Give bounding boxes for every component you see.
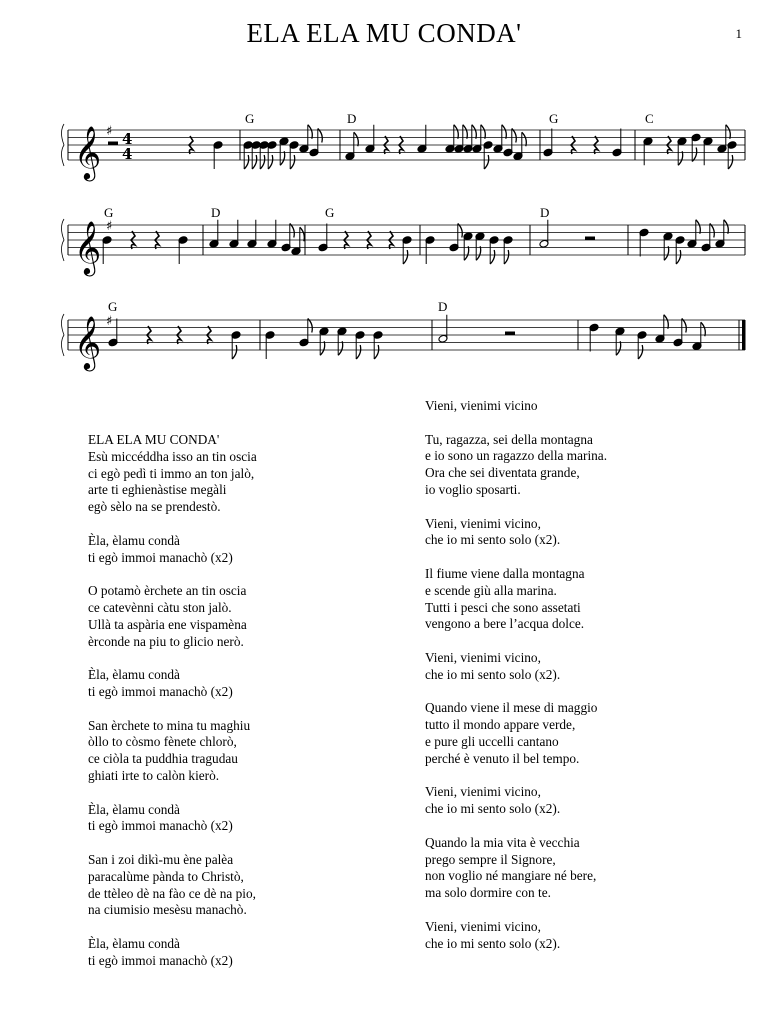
eighth-flag: [458, 224, 463, 238]
italian-stanza: [425, 516, 607, 550]
eighth-flag: [308, 125, 313, 139]
eighth-flag: [678, 151, 683, 165]
eighth-flag: [664, 246, 669, 260]
greek-lyric-line: ce ciòla ta puddhia tragudau: [88, 751, 238, 767]
italian-lyric-line: Quando la mia vita è vecchia: [425, 834, 580, 850]
italian-lyric-line: e io sono un ragazzo della marina.: [425, 448, 608, 464]
italian-stanza: [425, 919, 607, 953]
eighth-flag: [464, 246, 469, 260]
eighth-flag: [728, 155, 733, 169]
eighth-flag: [692, 148, 697, 162]
greek-lyric-line: òllo to còsmo fènete chlorò,: [88, 734, 237, 750]
italian-lyric-line: e scende giù alla marina.: [425, 582, 557, 598]
eighth-flag: [320, 341, 325, 355]
greek-stanza: [88, 449, 257, 516]
eighth-flag: [504, 250, 509, 264]
eighth-flag: [260, 155, 265, 169]
greek-stanza: [88, 667, 257, 701]
italian-lyric-line: Vieni, vienimi vicino,: [425, 515, 541, 531]
eighth-flag: [484, 155, 489, 169]
eighth-flag: [403, 250, 408, 264]
eighth-flag: [354, 132, 359, 146]
greek-lyric-line: Èla, èlamu condà: [88, 935, 180, 951]
greek-lyric-line: ti egò immoi manachò (x2): [88, 549, 233, 565]
greek-lyric-line: Èla, èlamu condà: [88, 801, 180, 817]
greek-lyric-line: paracalùme pànda to Christò,: [88, 868, 244, 884]
eighth-flag: [463, 125, 468, 139]
half-rest: [585, 237, 595, 241]
greek-stanzas: [88, 449, 257, 970]
eighth-flag: [724, 220, 729, 234]
chord-symbol: G: [245, 111, 255, 126]
eighth-flag: [701, 322, 706, 336]
chord-symbol: D: [211, 205, 221, 220]
italian-lyric-line: vengono a bere l’acqua dolce.: [425, 616, 585, 632]
eighth-flag: [616, 341, 621, 355]
eighth-flag: [522, 132, 527, 146]
greek-lyric-line: ti egò immoi manachò (x2): [88, 952, 233, 968]
greek-lyric-line: Esù miccéddha isso an tin oscia: [88, 448, 257, 464]
italian-lyric-line: che io mi sento solo (x2).: [425, 801, 561, 817]
italian-lyric-line: Ora che sei diventata grande,: [425, 465, 580, 481]
italian-lyric-line: Quando viene il mese di maggio: [425, 700, 598, 716]
italian-lyric-line: Vieni, vienimi vicino,: [425, 918, 541, 934]
eighth-flag: [490, 250, 495, 264]
italian-lyric-line: io voglio sposarti.: [425, 481, 521, 497]
eighth-flag: [318, 129, 323, 143]
system-brace: [62, 124, 65, 166]
italian-lyric-line: Tu, ragazza, sei della montagna: [425, 431, 593, 447]
greek-lyric-line: ti egò immoi manachò (x2): [88, 818, 233, 834]
eighth-flag: [290, 224, 295, 238]
eighth-flag: [710, 224, 715, 238]
greek-lyric-line: Èla, èlamu condà: [88, 667, 180, 683]
eighth-flag: [290, 155, 295, 169]
greek-stanza: [88, 533, 257, 567]
eighth-flag: [308, 319, 313, 333]
greek-lyric-line: O potamò èrchete an tin oscia: [88, 583, 247, 599]
italian-lyric-line: che io mi sento solo (x2).: [425, 666, 561, 682]
eighth-flag: [252, 155, 257, 169]
chord-symbol: G: [108, 299, 118, 314]
eighth-flag: [638, 345, 643, 359]
eighth-flag: [481, 125, 486, 139]
chord-symbol: G: [325, 205, 335, 220]
eighth-flag: [244, 155, 249, 169]
sharp-key-signature: ♯: [106, 219, 113, 234]
half-rest: [108, 142, 118, 146]
greek-lyric-line: San èrchete to mina tu maghiu: [88, 717, 251, 733]
eighth-flag: [472, 125, 477, 139]
greek-lyric-line: na ciumisio mesèsu manachò.: [88, 902, 247, 918]
eighth-flag: [300, 227, 305, 241]
italian-lyric-line: non voglio né mangiare né bere,: [425, 868, 597, 884]
italian-lyrics-heading: Vieni, vienimi vicino: [425, 398, 538, 413]
italian-lyric-line: e pure gli uccelli cantano: [425, 733, 559, 749]
staff-system: [62, 299, 746, 371]
sharp-key-signature: ♯: [106, 314, 113, 329]
greek-lyrics-heading: ELA ELA MU CONDA': [88, 432, 220, 447]
song-title: ELA ELA MU CONDA': [246, 18, 522, 48]
greek-stanza: [88, 718, 257, 785]
italian-lyric-line: Vieni, vienimi vicino,: [425, 649, 541, 665]
chord-symbol: C: [645, 111, 654, 126]
greek-lyric-line: èrconde na piu to glicio nerò.: [88, 633, 244, 649]
eighth-flag: [232, 345, 237, 359]
italian-lyric-line: perché è venuto il bel tempo.: [425, 750, 580, 766]
eighth-flag: [512, 129, 517, 143]
italian-stanza: [425, 650, 607, 684]
treble-clef: 𝄞: [74, 315, 102, 369]
italian-lyric-line: Il fiume viene dalla montagna: [425, 565, 585, 581]
italian-lyric-line: che io mi sento solo (x2).: [425, 935, 561, 951]
greek-lyric-line: de ttèleo dè na fào ce dè na pio,: [88, 885, 256, 901]
eighth-flag: [454, 125, 459, 139]
greek-lyric-line: egò sèlo na se prendestò.: [88, 499, 221, 515]
eighth-flag: [476, 246, 481, 260]
greek-lyric-line: arte ti eghienàstise megàli: [88, 482, 227, 498]
eighth-flag: [676, 250, 681, 264]
greek-lyric-line: Èla, èlamu condà: [88, 532, 180, 548]
italian-stanza: [425, 700, 607, 767]
staff-system: [62, 205, 746, 276]
final-barline-thick: [742, 320, 746, 350]
eighth-flag: [664, 315, 669, 329]
eighth-flag: [374, 345, 379, 359]
italian-lyric-line: Tutti i pesci che sono assetati: [425, 599, 581, 615]
eighth-flag: [280, 151, 285, 165]
italian-translation: [425, 398, 607, 952]
eighth-flag: [682, 319, 687, 333]
eighth-flag: [696, 220, 701, 234]
eighth-flag: [726, 125, 731, 139]
italian-stanzas: [425, 432, 607, 953]
sharp-key-signature: ♯: [106, 124, 113, 139]
greek-lyric-line: San i zoi dikì-mu ène palèa: [88, 851, 234, 867]
greek-stanza: [88, 583, 257, 650]
greek-lyric-line: ghiati irte to calòn kierò.: [88, 767, 220, 783]
italian-stanza: [425, 784, 607, 818]
greek-lyric-line: Ullà ta aspària ene vispamèna: [88, 616, 247, 632]
time-signature-bottom: 4: [122, 145, 133, 163]
chord-symbol: D: [540, 205, 550, 220]
greek-lyric-line: ce catevènni càtu ston jalò.: [88, 599, 232, 615]
system-brace: [62, 314, 65, 356]
italian-lyric-line: tutto il mondo appare verde,: [425, 717, 576, 733]
greek-lyrics: [88, 432, 257, 970]
italian-stanza: [425, 835, 607, 902]
sheet-music-score: [0, 0, 768, 390]
half-rest: [505, 332, 515, 336]
chord-symbol: G: [104, 205, 114, 220]
time-signature-top: 4: [122, 130, 133, 148]
treble-clef: 𝄞: [74, 125, 102, 179]
greek-lyric-line: ti egò immoi manachò (x2): [88, 683, 233, 699]
greek-stanza: [88, 802, 257, 836]
eighth-flag: [356, 345, 361, 359]
italian-stanza: [425, 566, 607, 633]
eighth-flag: [268, 155, 273, 169]
greek-stanza: [88, 936, 257, 970]
greek-stanza: [88, 852, 257, 919]
italian-lyric-line: prego sempre il Signore,: [425, 851, 556, 867]
system-brace: [62, 219, 65, 261]
eighth-flag: [502, 125, 507, 139]
page-number: 1: [735, 26, 742, 41]
greek-lyric-line: ci egò pedì ti immo an ton jalò,: [88, 465, 255, 481]
eighth-flag: [338, 341, 343, 355]
italian-lyric-line: Vieni, vienimi vicino,: [425, 784, 541, 800]
chord-symbol: D: [347, 111, 357, 126]
chord-symbol: G: [549, 111, 559, 126]
staff-system: [62, 111, 746, 181]
chord-symbol: D: [438, 299, 448, 314]
italian-stanza: [425, 432, 607, 499]
italian-lyric-line: che io mi sento solo (x2).: [425, 532, 561, 548]
italian-lyric-line: ma solo dormire con te.: [425, 885, 551, 901]
treble-clef: 𝄞: [74, 220, 102, 274]
